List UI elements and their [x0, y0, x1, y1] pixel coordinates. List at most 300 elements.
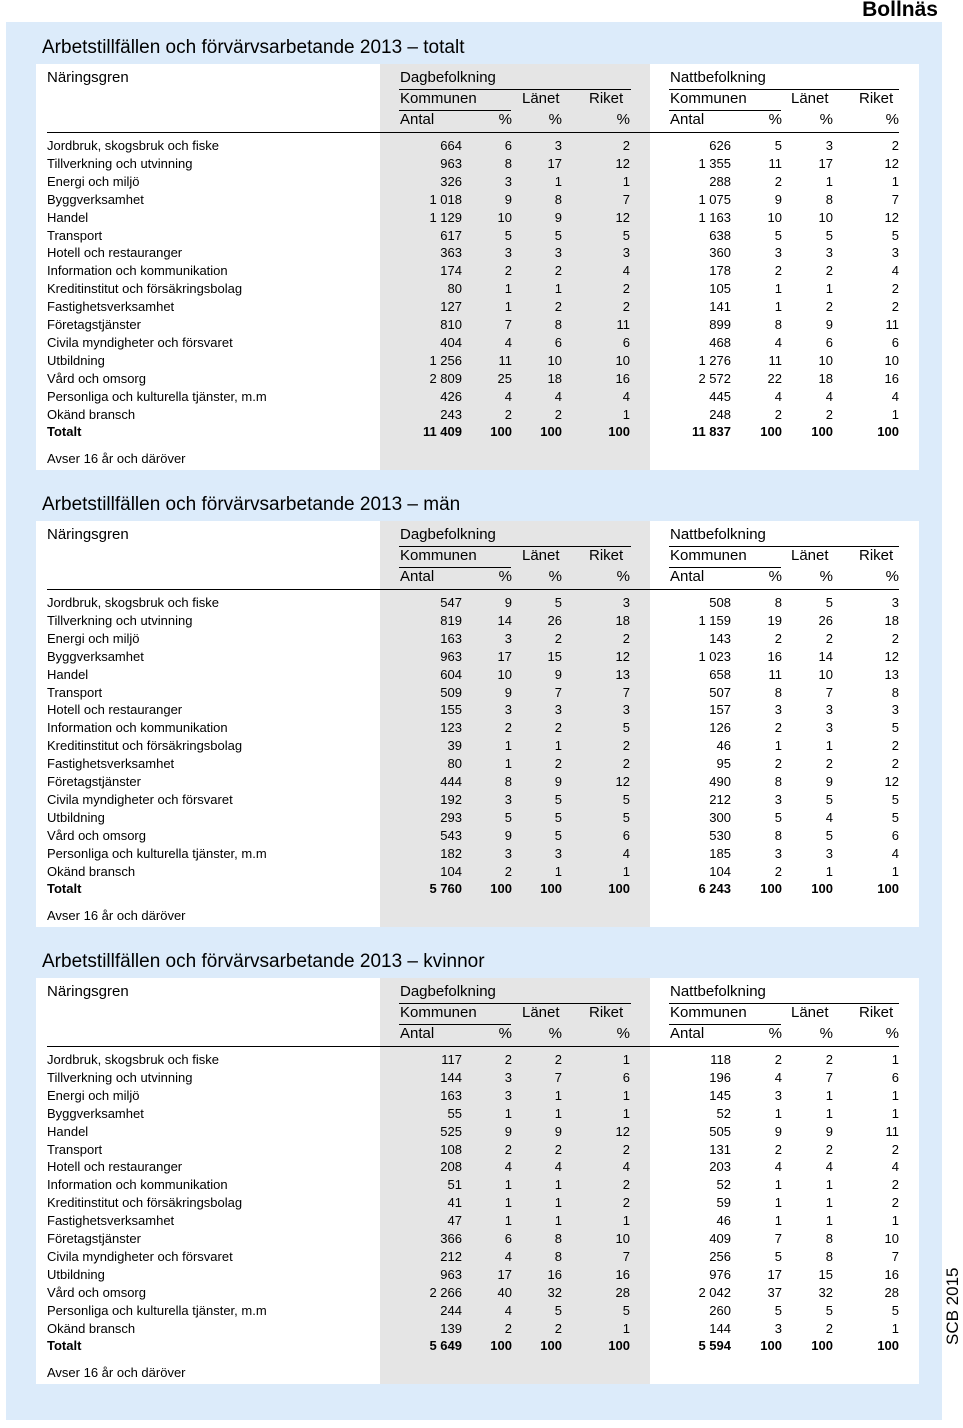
table-cell: 2 — [825, 1141, 833, 1157]
table-cell: 208 — [440, 1159, 462, 1175]
table-cell: 5 — [554, 227, 562, 243]
table-cell: 1 — [891, 173, 899, 189]
header-percent: % — [548, 568, 562, 585]
table-cell: 300 — [709, 809, 731, 825]
table-cell: 157 — [709, 702, 731, 718]
table-cell: 18 — [547, 370, 562, 386]
header-kommunen: Kommunen — [670, 90, 747, 107]
table-cell: 1 — [504, 299, 512, 315]
header-lanet: Länet — [791, 90, 829, 107]
table-cell: 11 — [498, 352, 512, 368]
table-cell: 445 — [709, 388, 731, 404]
table-cell: 1 — [891, 1320, 899, 1336]
table-cell: 2 — [825, 299, 833, 315]
table-cell: 2 — [622, 299, 630, 315]
table-cell: 3 — [825, 138, 833, 153]
table-cell: 185 — [709, 845, 731, 861]
header-percent: % — [768, 111, 782, 128]
table-cell: 2 — [504, 406, 512, 422]
table-cell: 468 — [709, 334, 731, 350]
header-riket: Riket — [589, 1004, 624, 1021]
table-cell: 3 — [774, 1320, 782, 1336]
table-row-label: Information och kommunikation — [47, 263, 228, 279]
table-cell: 4 — [504, 388, 512, 404]
table-cell: 810 — [440, 317, 462, 332]
table-cell: 25 — [497, 370, 512, 386]
table-cell: 3 — [825, 845, 833, 861]
table-cell: 104 — [440, 863, 462, 879]
header-nattbefolkning: Nattbefolkning — [670, 983, 766, 1000]
table-row-label: Tillverkning och utvinning — [47, 1069, 193, 1085]
table-cell: 2 — [622, 1141, 630, 1157]
table-cell: 1 — [774, 299, 782, 315]
table-cell: 243 — [440, 406, 462, 422]
table-row-label: Personliga och kulturella tjänster, m.m — [47, 388, 267, 404]
table-row-label: Kreditinstitut och försäkringsbolag — [47, 738, 243, 754]
table-cell: 4 — [825, 388, 833, 404]
table-cell: 8 — [554, 317, 562, 332]
table-cell: 203 — [709, 1159, 731, 1175]
table-row-label: Civila myndigheter och försvaret — [47, 1248, 233, 1264]
table-cell: 12 — [884, 774, 899, 789]
table-cell: 41 — [447, 1195, 462, 1211]
header-antal: Antal — [400, 1025, 435, 1042]
table-cell: 1 — [774, 281, 782, 297]
table-cell: 444 — [440, 774, 462, 789]
table-cell: 5 — [774, 809, 782, 825]
table-cell: 163 — [440, 630, 462, 646]
table-cell: 617 — [440, 227, 462, 243]
table-cell: 9 — [554, 666, 562, 682]
header-percent: % — [885, 111, 899, 128]
table-cell: 4 — [891, 1159, 899, 1175]
table-cell: 2 — [554, 756, 562, 772]
table-cell: 1 — [825, 1105, 833, 1121]
header-riket: Riket — [859, 547, 894, 564]
table-cell: 39 — [447, 738, 462, 754]
table-cell: 2 — [554, 299, 562, 315]
table-cell: 16 — [615, 370, 630, 386]
table-cell: 3 — [504, 245, 512, 261]
header-percent: % — [819, 1025, 833, 1042]
table-cell: 2 809 — [429, 370, 462, 386]
table-cell: 293 — [440, 809, 462, 825]
header-percent: % — [885, 1025, 899, 1042]
table-cell: 123 — [440, 720, 462, 736]
table-cell: 2 — [825, 1320, 833, 1336]
table-cell: 4 — [504, 1159, 512, 1175]
table-row-label: Information och kommunikation — [47, 1177, 228, 1193]
table-cell: 100 — [490, 1338, 512, 1354]
table-cell: 507 — [709, 684, 731, 700]
table-row-label: Utbildning — [47, 1266, 105, 1282]
table-cell: 1 — [622, 1087, 630, 1103]
table-cell: 144 — [440, 1069, 462, 1085]
table-cell: 100 — [490, 881, 512, 897]
header-kommunen: Kommunen — [400, 547, 477, 564]
table-cell: 658 — [709, 666, 731, 682]
table-cell: 11 — [768, 155, 782, 171]
table-cell: 144 — [709, 1320, 731, 1336]
table-cell: 1 — [825, 863, 833, 879]
header-lanet: Länet — [791, 1004, 829, 1021]
table-cell: 16 — [615, 1266, 630, 1282]
table-row-label: Handel — [47, 209, 89, 225]
publisher-code: SCB 2015 — [943, 1267, 962, 1345]
table-cell: 2 — [554, 1320, 562, 1336]
table-row-label: Fastighetsverksamhet — [47, 756, 175, 772]
header-kommunen: Kommunen — [400, 1004, 477, 1021]
header-riket: Riket — [589, 90, 624, 107]
table-cell: 17 — [547, 155, 562, 171]
table-cell: 139 — [440, 1320, 462, 1336]
table-cell: 5 — [554, 1302, 562, 1318]
table-row-label: Kreditinstitut och försäkringsbolag — [47, 1195, 243, 1211]
table-cell: 3 — [504, 630, 512, 646]
table-cell: 1 — [554, 281, 562, 297]
table-cell: 11 — [885, 317, 899, 332]
table-cell: 3 — [554, 845, 562, 861]
table-row-label: Transport — [47, 227, 103, 243]
table-cell: 3 — [554, 138, 562, 153]
table-cell: 9 — [504, 684, 512, 700]
header-kommunen: Kommunen — [670, 547, 747, 564]
table-cell: 2 — [825, 630, 833, 646]
table-cell: 2 — [774, 1141, 782, 1157]
table-cell: 5 — [554, 791, 562, 807]
table-row-label: Personliga och kulturella tjänster, m.m — [47, 845, 267, 861]
table-cell: 4 — [825, 1159, 833, 1175]
header-riket: Riket — [589, 547, 624, 564]
header-percent: % — [819, 111, 833, 128]
table-cell: 40 — [497, 1284, 512, 1300]
table-cell: 3 — [891, 595, 899, 610]
table-cell: 3 — [891, 702, 899, 718]
table-row-label: Handel — [47, 1123, 89, 1139]
table-cell: 10 — [818, 352, 833, 368]
table-row-label: Vård och omsorg — [47, 370, 146, 386]
table-cell: 26 — [818, 612, 833, 628]
table-cell: 10 — [497, 209, 512, 225]
table-cell: 5 — [622, 1302, 630, 1318]
table-cell: 8 — [891, 684, 899, 700]
table-cell: 2 — [622, 630, 630, 646]
header-rule — [47, 589, 899, 590]
table-cell: 141 — [709, 299, 731, 315]
header-percent: % — [498, 1025, 512, 1042]
table-cell: 3 — [504, 173, 512, 189]
table-cell: 9 — [774, 191, 782, 207]
table-cell: 5 649 — [429, 1338, 462, 1354]
table-cell: 46 — [716, 1213, 731, 1229]
table-cell: 2 — [504, 263, 512, 279]
table-cell: 14 — [818, 648, 833, 664]
table-row-label: Energi och miljö — [47, 1087, 140, 1103]
table-cell: 1 — [774, 1213, 782, 1229]
table-cell: 664 — [440, 138, 462, 153]
table-cell: 5 — [825, 1302, 833, 1318]
table-cell: 46 — [716, 738, 731, 754]
table-cell: 100 — [760, 881, 782, 897]
table-cell: 3 — [622, 245, 630, 261]
header-naringsgren: Näringsgren — [47, 526, 129, 543]
header-lanet: Länet — [522, 1004, 560, 1021]
table-row-label: Fastighetsverksamhet — [47, 299, 175, 315]
table-cell: 17 — [767, 1266, 782, 1282]
table-cell: 6 — [622, 334, 630, 350]
table-cell: 1 159 — [698, 612, 731, 628]
table-cell: 22 — [767, 370, 782, 386]
header-dagbefolkning: Dagbefolkning — [400, 526, 496, 543]
table-cell: 1 — [891, 863, 899, 879]
table-cell: 196 — [709, 1069, 731, 1085]
table-cell: 7 — [622, 1248, 630, 1264]
table-cell: 52 — [716, 1177, 731, 1193]
table-cell: 363 — [440, 245, 462, 261]
table-cell: 5 594 — [698, 1338, 731, 1354]
table-cell: 4 — [622, 845, 630, 861]
table-cell: 2 — [554, 720, 562, 736]
table-cell: 11 — [885, 1123, 899, 1139]
table-cell: 2 — [891, 281, 899, 297]
table-row-label: Företagstjänster — [47, 774, 141, 789]
table-cell: 3 — [622, 702, 630, 718]
table-cell: 8 — [554, 1248, 562, 1264]
table-row-label: Tillverkning och utvinning — [47, 612, 193, 628]
table-row-label: Totalt — [47, 881, 82, 897]
header-naringsgren: Näringsgren — [47, 983, 129, 1000]
table-cell: 2 — [504, 863, 512, 879]
table-cell: 8 — [825, 1248, 833, 1264]
table-cell: 1 355 — [698, 155, 731, 171]
table-cell: 9 — [774, 1123, 782, 1139]
table-cell: 8 — [825, 191, 833, 207]
table-cell: 10 — [884, 1231, 899, 1246]
header-dagbefolkning: Dagbefolkning — [400, 983, 496, 1000]
table-cell: 2 — [891, 1141, 899, 1157]
table-cell: 9 — [504, 1123, 512, 1139]
table-row-label: Jordbruk, skogsbruk och fiske — [47, 1052, 219, 1067]
table-cell: 3 — [554, 245, 562, 261]
table-cell: 1 — [504, 738, 512, 754]
table-cell: 2 — [891, 1195, 899, 1211]
table-cell: 1 — [554, 1195, 562, 1211]
table-cell: 100 — [608, 881, 630, 897]
table-row-label: Totalt — [47, 1338, 82, 1354]
table-cell: 8 — [774, 684, 782, 700]
table-cell: 6 — [504, 1231, 512, 1246]
table-cell: 5 — [554, 595, 562, 610]
table-cell: 4 — [622, 388, 630, 404]
table-cell: 192 — [440, 791, 462, 807]
table-cell: 1 — [891, 406, 899, 422]
table-cell: 12 — [884, 648, 899, 664]
table-row-label: Energi och miljö — [47, 630, 140, 646]
table-cell: 5 — [622, 227, 630, 243]
table-cell: 1 — [891, 1052, 899, 1067]
table-cell: 1 — [504, 281, 512, 297]
table-cell: 5 — [825, 595, 833, 610]
table-cell: 1 — [622, 1105, 630, 1121]
header-riket: Riket — [859, 90, 894, 107]
table-cell: 4 — [504, 1302, 512, 1318]
table-cell: 7 — [825, 1069, 833, 1085]
table-cell: 2 — [774, 630, 782, 646]
table-cell: 6 — [891, 334, 899, 350]
table-cell: 2 — [554, 630, 562, 646]
table-cell: 17 — [818, 155, 833, 171]
table-cell: 32 — [547, 1284, 562, 1300]
table-cell: 8 — [774, 774, 782, 789]
table-row-label: Jordbruk, skogsbruk och fiske — [47, 138, 219, 153]
table-cell: 2 — [891, 1177, 899, 1193]
table-cell: 426 — [440, 388, 462, 404]
table-cell: 212 — [709, 791, 731, 807]
table-cell: 2 — [774, 863, 782, 879]
table-cell: 17 — [497, 1266, 512, 1282]
table-cell: 1 — [774, 1105, 782, 1121]
table-cell: 12 — [615, 209, 630, 225]
table-cell: 100 — [608, 424, 630, 440]
table-cell: 5 — [622, 791, 630, 807]
table-cell: 5 — [774, 1248, 782, 1264]
table-cell: 100 — [877, 1338, 899, 1354]
table-cell: 1 — [774, 738, 782, 754]
table-row-label: Kreditinstitut och försäkringsbolag — [47, 281, 243, 297]
table-cell: 100 — [811, 1338, 833, 1354]
table-cell: 4 — [774, 388, 782, 404]
table-cell: 3 — [891, 245, 899, 261]
table-cell: 244 — [440, 1302, 462, 1318]
table-row-label: Tillverkning och utvinning — [47, 155, 193, 171]
table-cell: 18 — [818, 370, 833, 386]
table-cell: 2 — [774, 720, 782, 736]
table-cell: 28 — [884, 1284, 899, 1300]
table-cell: 490 — [709, 774, 731, 789]
header-percent: % — [768, 568, 782, 585]
table-cell: 80 — [447, 281, 462, 297]
table-cell: 14 — [497, 612, 512, 628]
table-cell: 2 — [891, 138, 899, 153]
table-cell: 143 — [709, 630, 731, 646]
table-row-label: Byggverksamhet — [47, 1105, 144, 1121]
table-cell: 1 018 — [429, 191, 462, 207]
table-cell: 1 — [825, 173, 833, 189]
header-kommunen: Kommunen — [400, 90, 477, 107]
table-cell: 4 — [774, 1069, 782, 1085]
header-riket: Riket — [859, 1004, 894, 1021]
table-cell: 17 — [497, 648, 512, 664]
table-cell: 5 — [774, 227, 782, 243]
table-cell: 2 — [554, 263, 562, 279]
table-cell: 100 — [608, 1338, 630, 1354]
table-cell: 9 — [554, 209, 562, 225]
table-cell: 5 — [825, 227, 833, 243]
table-cell: 13 — [884, 666, 899, 682]
table-cell: 174 — [440, 263, 462, 279]
table-cell: 1 — [504, 1177, 512, 1193]
table-cell: 1 — [622, 406, 630, 422]
table-cell: 7 — [774, 1231, 782, 1246]
table-row-label: Handel — [47, 666, 89, 682]
table-row-label: Okänd bransch — [47, 863, 136, 879]
table-cell: 12 — [884, 155, 899, 171]
table-cell: 963 — [440, 1266, 462, 1282]
table-cell: 10 — [884, 352, 899, 368]
table-cell: 547 — [440, 595, 462, 610]
table-cell: 4 — [622, 263, 630, 279]
table-cell: 3 — [825, 720, 833, 736]
table-cell: 5 — [891, 227, 899, 243]
table-cell: 4 — [825, 809, 833, 825]
table-row-label: Fastighetsverksamhet — [47, 1213, 175, 1229]
table-cell: 100 — [540, 881, 562, 897]
table-cell: 1 — [825, 1195, 833, 1211]
table-cell: 2 — [774, 756, 782, 772]
header-percent: % — [885, 568, 899, 585]
footnote: Avser 16 år och däröver — [47, 908, 186, 923]
header-antal: Antal — [670, 1025, 705, 1042]
table-row-label: Okänd bransch — [47, 406, 136, 422]
table-cell: 3 — [504, 845, 512, 861]
table-row-label: Civila myndigheter och försvaret — [47, 334, 233, 350]
table-cell: 1 — [891, 1105, 899, 1121]
table-cell: 1 — [825, 1213, 833, 1229]
table-cell: 2 — [504, 1320, 512, 1336]
header-antal: Antal — [670, 568, 705, 585]
table-row-label: Byggverksamhet — [47, 648, 144, 664]
header-lanet: Länet — [522, 547, 560, 564]
table-cell: 4 — [554, 1159, 562, 1175]
table-cell: 9 — [554, 1123, 562, 1139]
table-cell: 260 — [709, 1302, 731, 1318]
table-cell: 2 — [504, 1052, 512, 1067]
table-cell: 3 — [504, 702, 512, 718]
table-cell: 5 — [504, 227, 512, 243]
table-cell: 6 243 — [698, 881, 731, 897]
table-cell: 256 — [709, 1248, 731, 1264]
section-title: Arbetstillfällen och förvärvsarbetande 2013 – kvinnor — [42, 951, 485, 972]
table-row-label: Transport — [47, 1141, 103, 1157]
table-cell: 2 — [554, 1141, 562, 1157]
table-cell: 963 — [440, 648, 462, 664]
header-percent: % — [548, 111, 562, 128]
table-cell: 1 — [622, 1320, 630, 1336]
table-cell: 2 266 — [429, 1284, 462, 1300]
table-cell: 104 — [709, 863, 731, 879]
table-cell: 131 — [709, 1141, 731, 1157]
table-cell: 404 — [440, 334, 462, 350]
table-row-label: Företagstjänster — [47, 1231, 141, 1246]
table-cell: 2 — [554, 406, 562, 422]
table-row-label: Okänd bransch — [47, 1320, 136, 1336]
header-percent: % — [616, 568, 630, 585]
table-cell: 7 — [554, 684, 562, 700]
table-cell: 2 — [504, 720, 512, 736]
header-percent: % — [616, 1025, 630, 1042]
table-cell: 2 — [825, 1052, 833, 1067]
table-cell: 3 — [622, 595, 630, 610]
table-cell: 3 — [554, 702, 562, 718]
table-row-label: Energi och miljö — [47, 173, 140, 189]
table-cell: 6 — [622, 827, 630, 843]
table-cell: 15 — [818, 1266, 833, 1282]
table-cell: 2 — [504, 1141, 512, 1157]
table-row-label: Jordbruk, skogsbruk och fiske — [47, 595, 219, 610]
table-cell: 11 409 — [422, 424, 462, 440]
table-cell: 1 023 — [698, 648, 731, 664]
table-cell: 1 — [554, 1177, 562, 1193]
